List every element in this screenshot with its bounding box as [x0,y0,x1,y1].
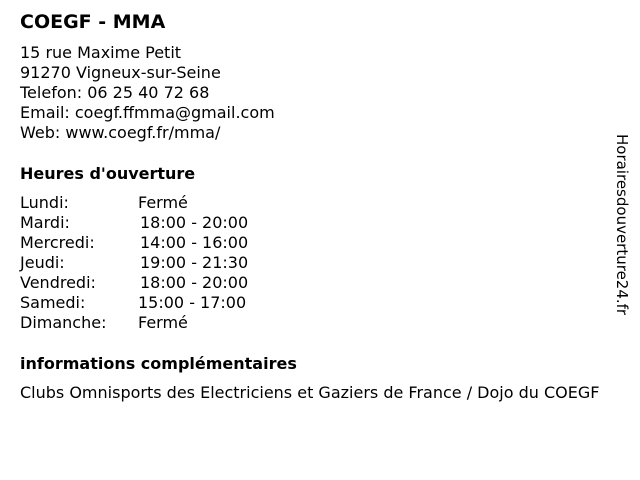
day-label: Lundi: [20,193,69,212]
email-line: Email: coegf.ffmma@gmail.com [20,103,275,122]
watermark-text: Horairesdouverture24.fr [613,134,631,316]
time-value: 18:00 - 20:00 [140,213,249,232]
day-label: Samedi: [20,293,86,312]
day-label: Dimanche: [20,313,107,332]
address-street: 15 rue Maxime Petit [20,43,182,62]
time-value: 14:00 - 16:00 [140,233,249,252]
day-label: Vendredi: [20,273,96,292]
day-label: Mercredi: [20,233,95,252]
time-value: 18:00 - 20:00 [140,273,249,292]
web-line: Web: www.coegf.fr/mma/ [20,123,221,142]
day-label: Jeudi: [20,253,65,272]
time-value: Fermé [138,313,188,332]
info-text: Clubs Omnisports des Electriciens et Gaziers de France / Dojo du COEGF [20,383,600,402]
hours-heading: Heures d'ouverture [20,164,196,183]
address-city: 91270 Vigneux-sur-Seine [20,63,221,82]
contact-block [20,43,275,143]
time-value: 19:00 - 21:30 [140,253,249,272]
business-name: COEGF - MMA [20,11,166,33]
time-value: 15:00 - 17:00 [138,293,247,312]
info-heading: informations complémentaires [20,354,297,373]
phone-line: Telefon: 06 25 40 72 68 [20,83,210,102]
time-value: Fermé [138,193,188,212]
day-label: Mardi: [20,213,70,232]
